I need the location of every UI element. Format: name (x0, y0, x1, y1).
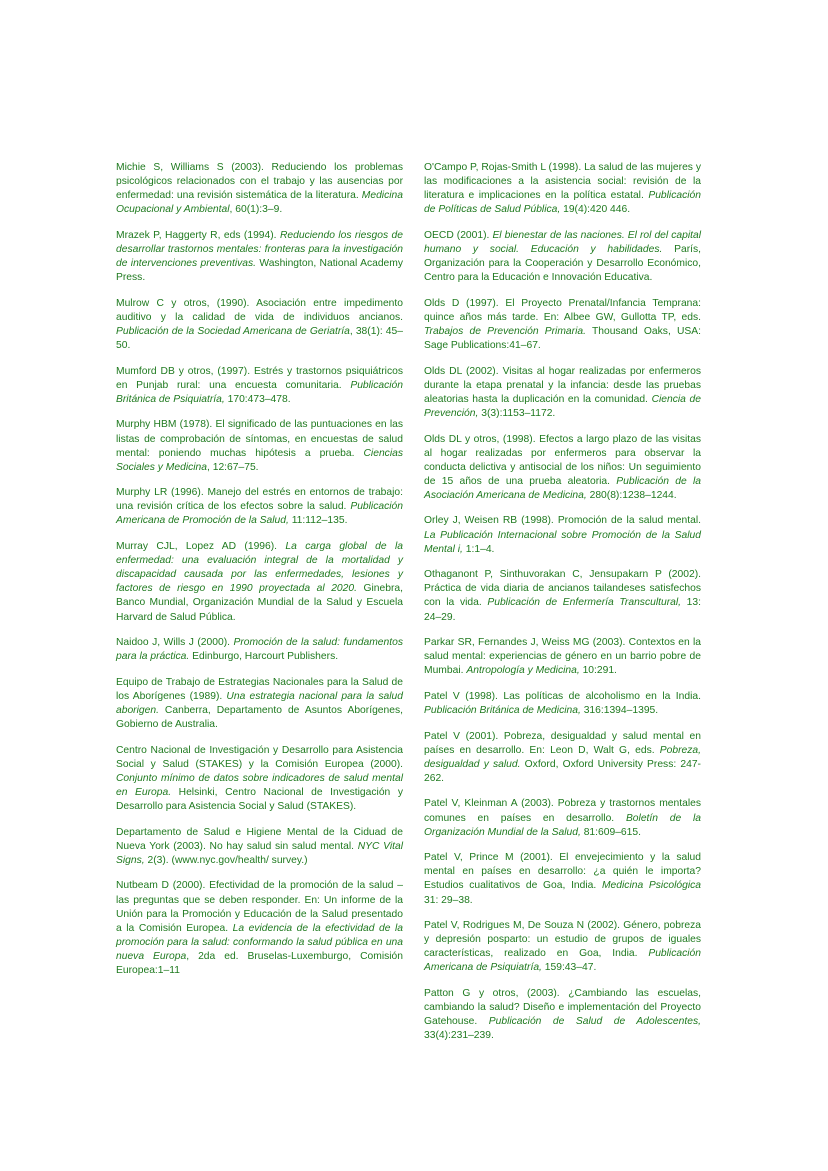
reference-text: Mumford DB y otros, (1997). Estrés y trastornos psiquiátricos en Punjab rural: una encuesta comunitaria. (116, 365, 403, 391)
reference-details: 3(3):1153–1172. (478, 407, 556, 419)
reference-text: Murray CJL, Lopez AD (1996). (116, 541, 286, 553)
reference-details: 159:43–47. (541, 962, 597, 974)
reference-entry (424, 514, 701, 556)
reference-entry (424, 636, 701, 678)
left-column (116, 161, 403, 990)
reference-source-title: La evidencia de la efectividad de la promoción para la salud: conformando la salud pública en una nueva Europa (116, 922, 403, 962)
reference-details: Edinburgo, Harcourt Publishers. (189, 651, 339, 663)
reference-details: 81:609–615. (580, 826, 641, 838)
reference-text: Nutbeam D (2000). Efectividad de la promoción de la salud – las preguntas que se deben responder. En: Un informe de la Unión para la Promoción y Educación de la Salud presentado a la Comisión Europea. (116, 880, 403, 934)
reference-entry (116, 879, 403, 978)
reference-details: Canberra, Departamento de Asuntos Aborígenes, Gobierno de Australia. (116, 705, 403, 731)
reference-details: , 60(1):3–9. (229, 204, 283, 216)
reference-source-title: Publicación de la Sociedad Americana de Geriatría (116, 325, 350, 337)
reference-source-title: El bienestar de las naciones. El rol del capital humano y social. Educación y habilidades. (424, 229, 701, 255)
reference-text: Olds D (1997). El Proyecto Prenatal/Infancia Temprana: quince años más tarde. En: Albee GW, Gullotta TP, eds. (424, 297, 701, 323)
reference-entry (116, 365, 403, 407)
reference-details: 316:1394–1395. (580, 705, 659, 716)
reference-entry (116, 418, 403, 474)
reference-details: 280(8):1238–1244. (586, 489, 677, 501)
reference-entry (116, 676, 403, 732)
reference-details: 33(4):231–239. (424, 1030, 494, 1042)
reference-source-title: Una estrategia nacional para la salud aborigen. (116, 690, 404, 716)
reference-entry (424, 365, 701, 421)
reference-entry (116, 744, 403, 814)
reference-details: Ginebra, Banco Mundial, Organización Mundial de la Salud y Escuela Harvard de Salud Pública. (116, 583, 403, 623)
reference-text: Patel V, Rodrigues M, De Souza N (2002). Género, pobreza y depresión posparto: un estudio de grupos de iguales características, realizado en Goa, India. (424, 920, 701, 960)
reference-source-title: La Publicación Internacional sobre Promoción de la Salud Mental i, (424, 529, 701, 555)
reference-text: Mrazek P, Haggerty R, eds (1994). (116, 229, 280, 241)
reference-entry (424, 297, 701, 353)
reference-source-title: Trabajos de Prevención Primaria. (424, 325, 586, 337)
reference-source-title: Publicación Británica de Medicina, (424, 705, 581, 716)
reference-details: Helsinki, Centro Nacional de Investigación y Desarrollo para Asistencia Social y Salud (STAKES). (116, 786, 403, 813)
reference-entry (116, 826, 403, 868)
reference-details: 10:291. (579, 665, 617, 677)
reference-source-title: NYC Vital Signs, (116, 840, 403, 866)
reference-entry (424, 987, 701, 1043)
reference-text: Othaganont P, Sinthuvorakan C, Jensupakarn P (2002). Práctica de vida diaria de ancianos tailandeses satisfechos con la vida. (424, 569, 701, 609)
reference-text: OECD (2001). (424, 229, 493, 241)
reference-text: Mulrow C y otros, (1990). Asociación entre impedimento auditivo y la calidad de vida de individuos ancianos. (116, 297, 403, 323)
reference-details: 1:1–4. (462, 543, 495, 555)
reference-source-title: La carga global de la enfermedad: una evaluación integral de la mortalidad y discapacidad causada por las enfermedades, lesiones y factores de riesgo en 1990 proyectada al 2020. (116, 541, 403, 595)
reference-source-title: Publicación de Salud de Adolescentes, (488, 1016, 701, 1028)
reference-text: Equipo de Trabajo de Estrategias Nacionales para la Salud de los Aborígenes (1989). (116, 676, 403, 702)
reference-source-title: Reduciendo los riesgos de desarrollar trastornos mentales: fronteras para la investigación de intervenciones preventivas. (116, 229, 403, 270)
reference-entry (116, 636, 403, 664)
reference-details: Oxford, Oxford University Press: 247-262. (424, 758, 701, 784)
reference-source-title: Publicación de la Asociación Americana de Medicina, (424, 475, 701, 501)
reference-details: 13: 24–29. (424, 597, 701, 623)
reference-source-title: Conjunto mínimo de datos sobre indicadores de salud mental en Europa. (116, 772, 403, 798)
reference-details: , 2da ed. Bruselas-Luxemburgo, Comisión Europea:1–11 (116, 950, 403, 976)
right-column (424, 161, 701, 1055)
reference-text: Orley J, Weisen RB (1998). Promoción de la salud mental. (424, 515, 701, 527)
reference-text: Murphy LR (1996). Manejo del estrés en entornos de trabajo: una revisión crítica de los efectos sobre la salud. (116, 487, 403, 513)
reference-source-title: Boletín de la Organización Mundial de la Salud, (424, 812, 701, 838)
reference-details: 2(3). (www.nyc.gov/health/ survey.) (144, 854, 308, 866)
reference-source-title: Publicación Americana de Psiquiatría, (424, 948, 701, 974)
reference-entry (116, 297, 403, 353)
reference-text: Patton G y otros, (2003). ¿Cambiando las escuelas, cambiando la salud? Diseño e implementación del Proyecto Gatehouse. (424, 988, 701, 1028)
reference-entry (116, 486, 403, 528)
reference-entry (116, 540, 403, 625)
reference-source-title: Publicación de Enfermería Transcultural, (487, 597, 682, 609)
reference-source-title: Promoción de la salud: fundamentos para la práctica. (116, 637, 403, 663)
reference-text: Patel V (2001). Pobreza, desigualdad y salud mental en países en desarrollo. En: Leon D, Walt G, eds. (424, 730, 701, 756)
reference-source-title: Publicación Americana de Promoción de la Salud, (116, 501, 403, 527)
reference-source-title: Medicina Ocupacional y Ambiental (116, 190, 403, 216)
reference-text: O'Campo P, Rojas-Smith L (1998). La salud de las mujeres y las modificaciones a la asistencia social: revisión de la literatura e implicaciones en la política estatal. (424, 162, 701, 202)
reference-source-title: Publicación Británica de Psiquiatría, (116, 379, 403, 405)
reference-entry (424, 797, 701, 839)
reference-text: Olds DL (2002). Visitas al hogar realizadas por enfermeros durante la etapa prenatal y la infancia: desde las pruebas aleatorias hasta la duplicación en la comunidad. (424, 365, 701, 405)
reference-entry (424, 919, 701, 975)
reference-source-title: Pobreza, desigualdad y salud. (424, 744, 701, 770)
reference-details: 11:112–135. (288, 515, 348, 527)
reference-entry (424, 690, 701, 718)
reference-details: 170:473–478. (224, 393, 291, 405)
reference-source-title: Antropología y Medicina, (466, 665, 580, 677)
reference-text: Murphy HBM (1978). El significado de las puntuaciones en las listas de comprobación de síntomas, en encuestas de salud mental: poniendo muchas hipótesis a prueba. (116, 419, 403, 459)
reference-source-title: Ciencias Sociales y Medicina (116, 447, 403, 473)
reference-entry (116, 229, 403, 285)
reference-details: Washington, National Academy Press. (116, 258, 403, 284)
reference-entry (116, 161, 403, 217)
reference-details: , 38(1): 45–50. (116, 325, 403, 352)
reference-details: 19(4):420 446. (560, 204, 631, 216)
reference-text: Olds DL y otros, (1998). Efectos a largo plazo de las visitas al hogar realizadas por enfermeros para observar la conducta delictiva y antisocial de los niños: Un seguimiento de 15 años de una prueba aleatoria. (424, 433, 701, 487)
reference-text: Patel V, Prince M (2001). El envejecimiento y la salud mental en países en desarrollo: ¿a quién le importa? Estudios cualitativos de Goa, India. (424, 852, 701, 892)
reference-source-title: Ciencia de Prevención, (424, 393, 701, 419)
reference-text: Naidoo J, Wills J (2000). (116, 637, 234, 649)
reference-entry (424, 730, 701, 786)
reference-details: Thousand Oaks, USA: Sage Publications:41–67. (424, 325, 702, 352)
reference-entry (424, 161, 701, 217)
reference-entry (424, 433, 701, 503)
reference-entry (424, 851, 701, 907)
reference-entry (424, 229, 701, 285)
reference-text: Parkar SR, Fernandes J, Weiss MG (2003). Contextos en la salud mental: experiencias de género en un barrio pobre de Mumbai. (424, 637, 701, 677)
reference-details: , 12:67–75. (207, 461, 259, 473)
reference-details: París, Organización para la Cooperación y Desarrollo Económico, Centro para la Educación e Innovación Educativa. (424, 243, 701, 284)
reference-text: Departamento de Salud e Higiene Mental de la Ciduad de Nueva York (2003). No hay salud sin salud mental. (116, 826, 403, 852)
reference-entry (424, 568, 701, 624)
reference-text: Patel V (1998). Las políticas de alcoholismo en la India. (424, 690, 701, 702)
reference-details: 31: 29–38. (424, 894, 473, 906)
reference-text: Centro Nacional de Investigación y Desarrollo para Asistencia Social y Salud (STAKES) y la Comisión Europea (2000). (116, 744, 403, 770)
reference-source-title: Medicina Psicológica (601, 880, 701, 892)
reference-text: Michie S, Williams S (2003). Reduciendo los problemas psicológicos relacionados con el trabajo y las ausencias por enfermedad: una revisión sistemática de la literatura. (116, 162, 403, 202)
reference-source-title: Publicación de Políticas de Salud Pública, (424, 190, 701, 216)
reference-text: Patel V, Kleinman A (2003). Pobreza y trastornos mentales comunes en países en desarrollo. (424, 798, 701, 824)
